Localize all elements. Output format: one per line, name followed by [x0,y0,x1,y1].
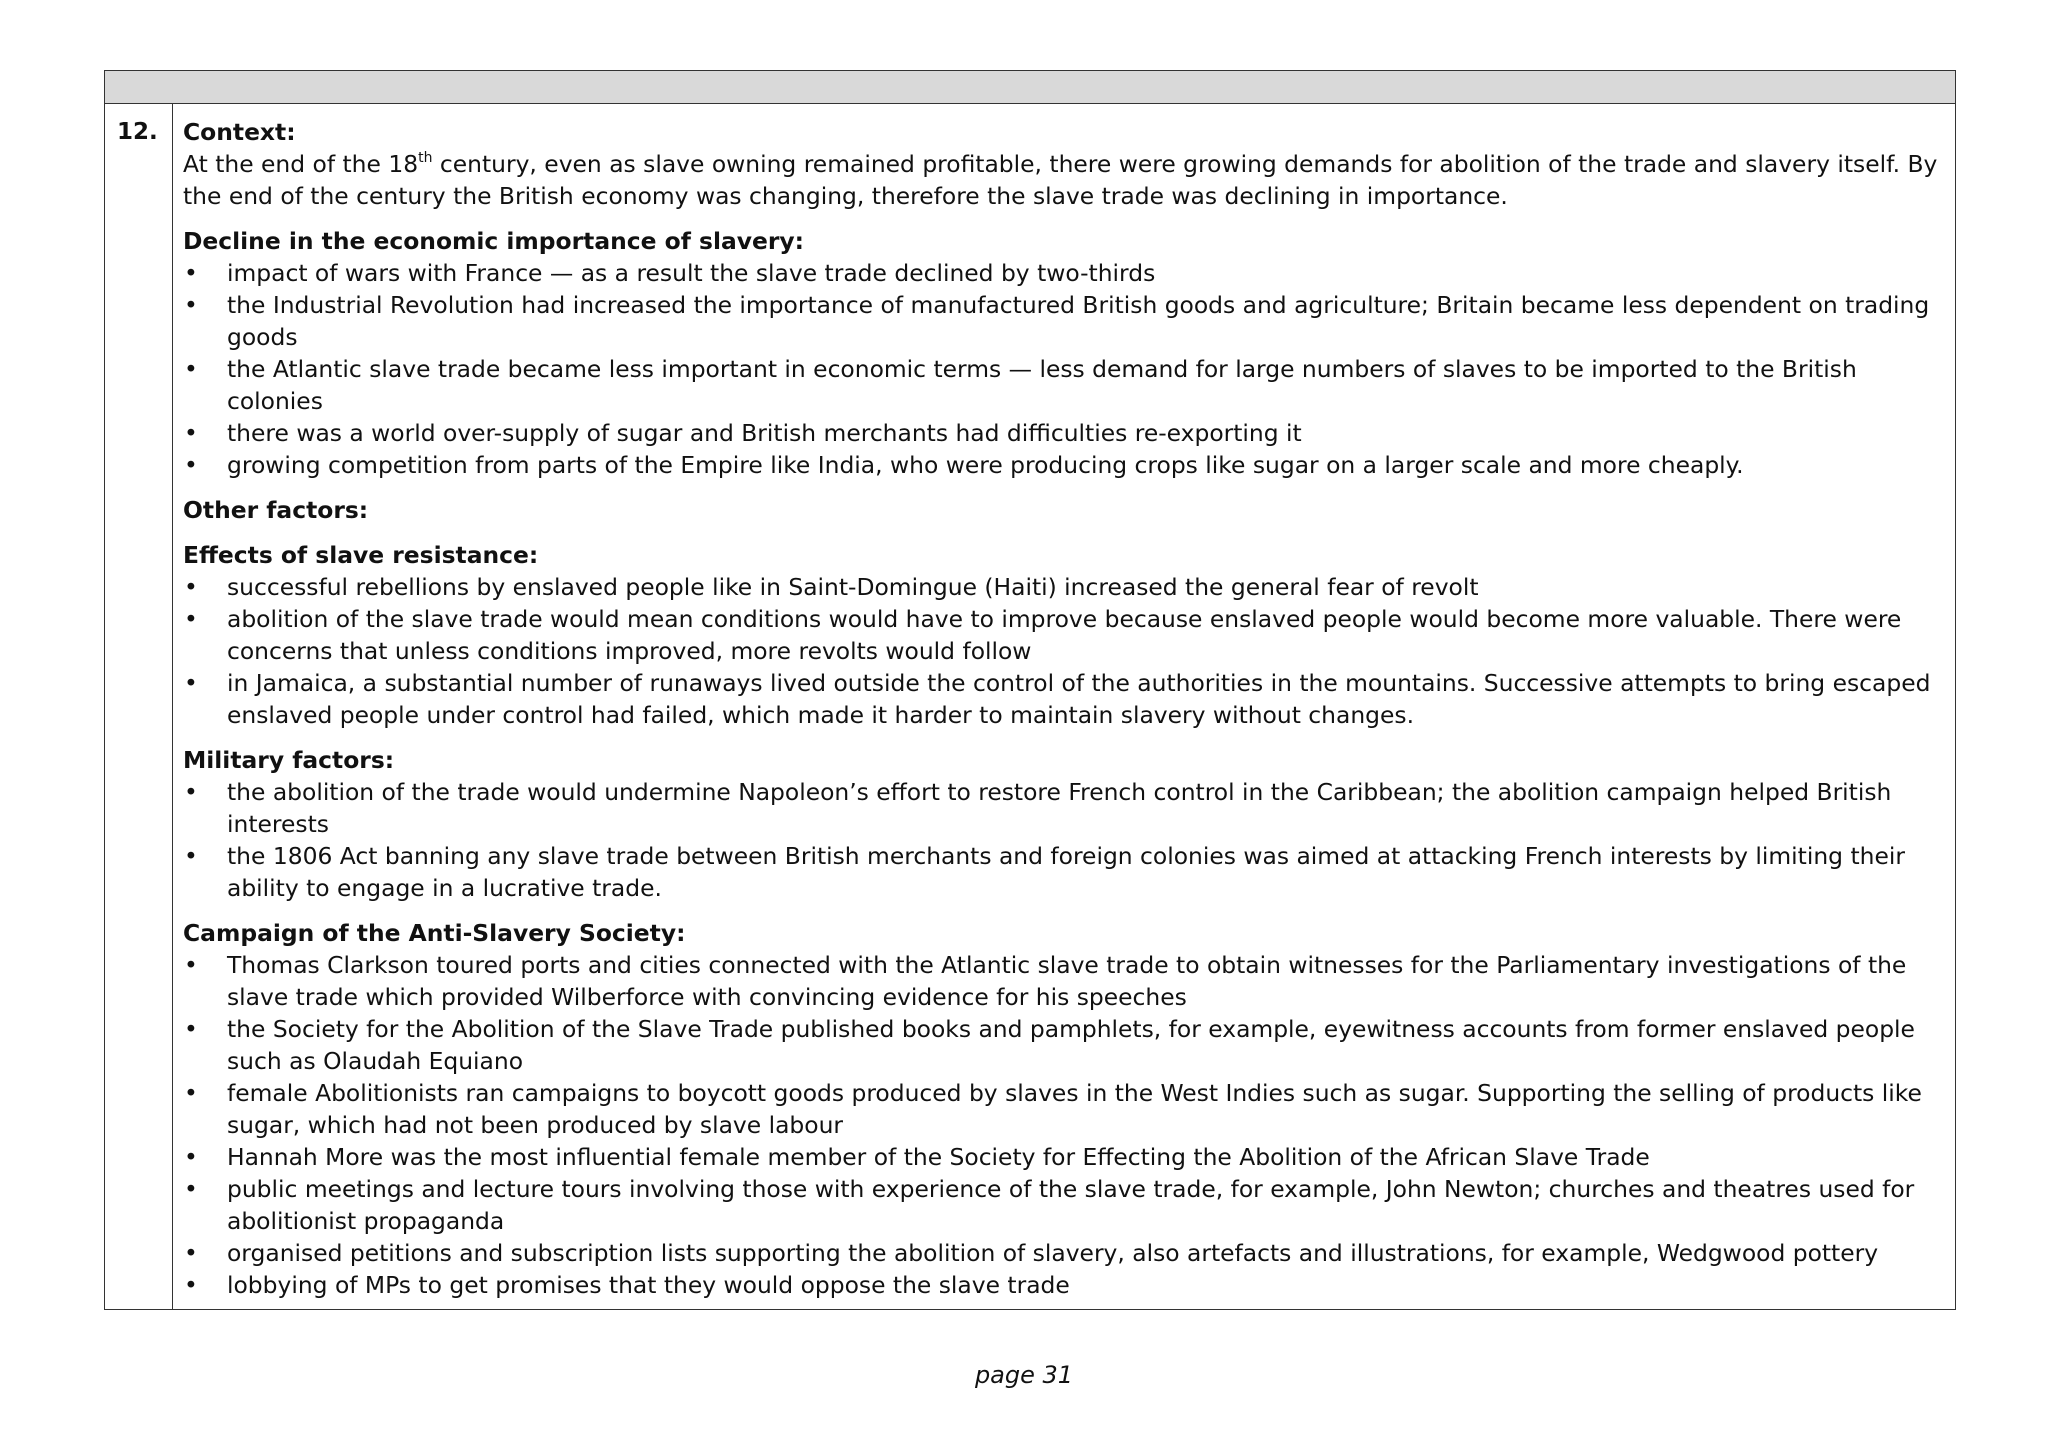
section-heading: Decline in the economic importance of slavery: [183,227,805,255]
section-heading: Military factors: [183,746,395,774]
page-number: page 31 [974,1361,1074,1389]
list-item: • there was a world over-supply of sugar and British merchants had difficulties re-exporting it [183,417,1939,449]
list-item: • the Industrial Revolution had increased the importance of manufactured British goods and agriculture; Britain became less dependent on trading goods [183,289,1939,353]
section-economic-decline [183,225,1939,481]
context-section [183,116,1939,212]
section-heading: Effects of slave resistance: [183,541,539,569]
list-item: • Thomas Clarkson toured ports and cities connected with the Atlantic slave trade to obtain witnesses for the Parliamentary investigations of the slave trade which provided Wilberforce with convincing evidence for his speeches [183,949,1939,1013]
context-text-start: At the end of the 18 [183,150,419,178]
list-item: • public meetings and lecture tours involving those with experience of the slave trade, for example, John Newton; churches and theatres used for abolitionist propaganda [183,1173,1939,1237]
section-anti-slavery-campaign [183,917,1939,1301]
section-heading: Other factors: [183,496,369,524]
table-row [105,104,1955,1309]
marking-table [104,70,1956,1310]
list-item: • growing competition from parts of the Empire like India, who were producing crops like sugar on a larger scale and more cheaply. [183,449,1939,481]
list-item: • successful rebellions by enslaved people like in Saint-Domingue (Haiti) increased the general fear of revolt [183,571,1939,603]
bullet-list [183,776,1939,904]
bullet-list [183,257,1939,481]
question-number: 12. [105,104,173,1309]
context-text [183,148,1939,212]
section-military-factors [183,744,1939,904]
section-heading: Campaign of the Anti-Slavery Society: [183,919,686,947]
context-text-end: century, even as slave owning remained profitable, there were growing demands for abolition of the trade and slavery itself. By the end of the century the British economy was changing, therefore the slave trade was declining in importance. [183,150,1938,210]
list-item: • organised petitions and subscription lists supporting the abolition of slavery, also artefacts and illustrations, for example, Wedgwood pottery [183,1237,1939,1269]
section-slave-resistance [183,539,1939,731]
table-header-bar [105,71,1955,104]
list-item: • abolition of the slave trade would mean conditions would have to improve because enslaved people would become more valuable. There were concerns that unless conditions improved, more revolts would follow [183,603,1939,667]
bullet-list [183,949,1939,1301]
list-item: • Hannah More was the most influential female member of the Society for Effecting the Abolition of the African Slave Trade [183,1141,1939,1173]
list-item: • the Society for the Abolition of the Slave Trade published books and pamphlets, for example, eyewitness accounts from former enslaved people such as Olaudah Equiano [183,1013,1939,1077]
section-other-factors [183,494,1939,526]
list-item: • lobbying of MPs to get promises that they would oppose the slave trade [183,1269,1939,1301]
list-item: • female Abolitionists ran campaigns to boycott goods produced by slaves in the West Indies such as sugar. Supporting the selling of products like sugar, which had not been produced by slave labour [183,1077,1939,1141]
list-item: • in Jamaica, a substantial number of runaways lived outside the control of the authorities in the mountains. Successive attempts to bring escaped enslaved people under control had failed, which made it harder to maintain slavery without changes. [183,667,1939,731]
context-heading: Context: [183,118,296,146]
list-item: • the Atlantic slave trade became less important in economic terms — less demand for large numbers of slaves to be imported to the British colonies [183,353,1939,417]
context-superscript: th [418,150,433,166]
bullet-list [183,571,1939,731]
answer-content [173,104,1955,1309]
list-item: • impact of wars with France — as a result the slave trade declined by two-thirds [183,257,1939,289]
list-item: • the abolition of the trade would undermine Napoleon’s effort to restore French control in the Caribbean; the abolition campaign helped British interests [183,776,1939,840]
list-item: • the 1806 Act banning any slave trade between British merchants and foreign colonies was aimed at attacking French interests by limiting their ability to engage in a lucrative trade. [183,840,1939,904]
